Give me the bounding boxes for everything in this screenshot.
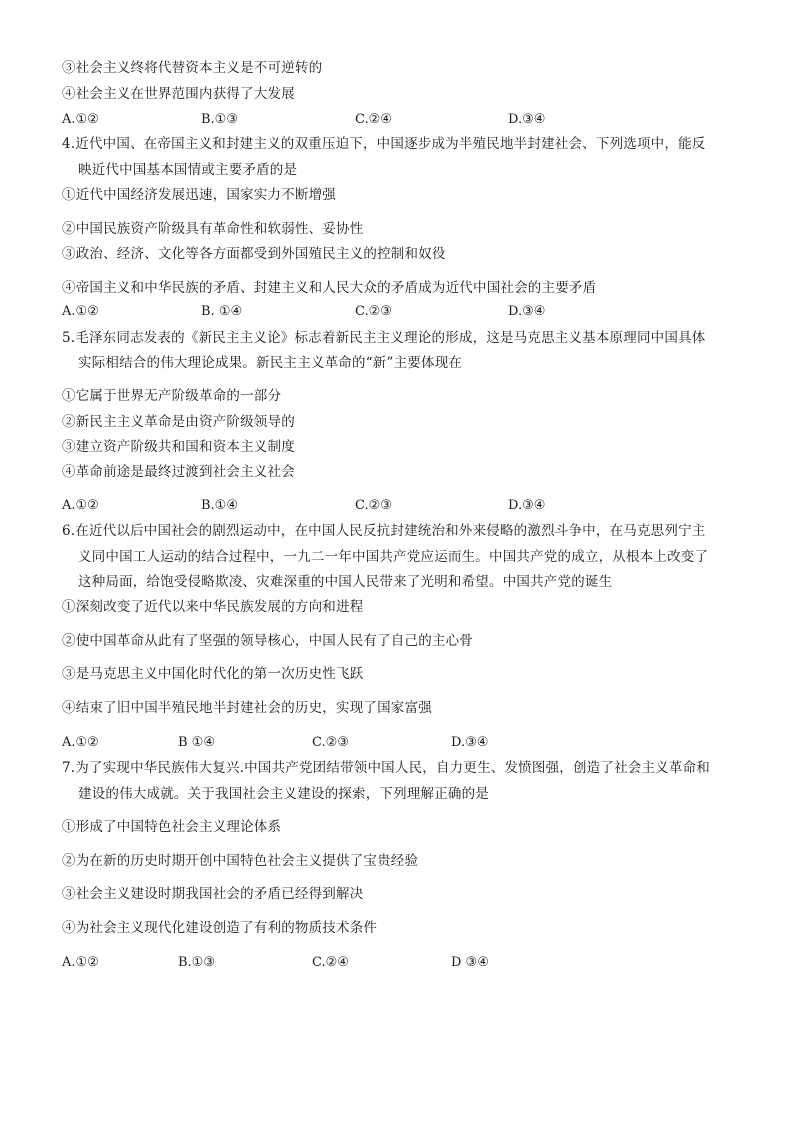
q3-item-4: ④社会主义在世界范围内获得了大发展 [62, 86, 295, 102]
q4-option-d: D.③④ [508, 304, 546, 319]
q4-option-b: B. ①④ [201, 304, 243, 319]
q6-item-3: ③是马克思主义中国化时代化的第一次历史性飞跃 [62, 666, 364, 682]
q6-option-c: C.②③ [312, 735, 349, 750]
q7-item-3: ③社会主义建设时期我国社会的矛盾已经得到解决 [62, 886, 364, 902]
q3-option-c: C.②④ [355, 112, 392, 127]
q4-item-1: ①近代中国经济发展迅速，国家实力不断增强 [62, 187, 336, 203]
q6-stem-line-3: 这种局面，给饱受侵略欺凌、灾难深重的中国人民带来了光明和希望。中国共产党的诞生 [78, 574, 613, 590]
q5-stem-line-2: 实际相结合的伟大理论成果。新民主主义革命的“新”主要体现在 [78, 355, 463, 371]
q6-item-1: ①深刻改变了近代以来中华民族发展的方向和进程 [62, 599, 364, 615]
q5-item-3: ③建立资产阶级共和国和资本主义制度 [62, 439, 295, 455]
q5-option-b: B.①④ [201, 498, 238, 513]
q5-option-c: C.②③ [355, 498, 392, 513]
q6-option-d: D.③④ [451, 735, 489, 750]
q5-stem-line-1: 5.毛泽东同志发表的《新民主主义论》标志着新民主主义理论的形成，这是马克思主义基本原理同中国具体 [62, 330, 706, 346]
q5-option-d: D.③④ [508, 498, 546, 513]
q7-option-c: C.②④ [312, 955, 349, 970]
q6-stem-line-2: 义同中国工人运动的结合过程中，一九二一年中国共产党应运而生。中国共产党的成立，从根本上改变了 [78, 549, 709, 565]
q4-item-2: ②中国民族资产阶级具有革命性和软弱性、妥协性 [62, 221, 364, 237]
q5-item-4: ④革命前途是最终过渡到社会主义社会 [62, 464, 295, 480]
q7-option-b: B.①③ [178, 955, 215, 970]
q4-stem-line-2: 映近代中国基本国情或主要矛盾的是 [78, 162, 298, 178]
q6-item-4: ④结束了旧中国半殖民地半封建社会的历史，实现了国家富强 [62, 700, 432, 716]
q7-item-2: ②为在新的历史时期开创中国特色社会主义提供了宝贵经验 [62, 853, 419, 869]
q7-stem-line-1: 7.为了实现中华民族伟大复兴.中国共产党团结带领中国人民，自力更生、发愤图强，创造了社会主义革命和 [62, 760, 710, 776]
q6-option-a: A.①② [62, 735, 99, 750]
q7-option-d: D ③④ [451, 955, 489, 970]
q4-item-4: ④帝国主义和中华民族的矛盾、封建主义和人民大众的矛盾成为近代中国社会的主要矛盾 [62, 280, 597, 296]
q5-option-a: A.①② [62, 498, 99, 513]
q5-item-2: ②新民主主义革命是由资产阶级领导的 [62, 414, 295, 430]
q7-item-1: ①形成了中国特色社会主义理论体系 [62, 819, 282, 835]
q4-option-c: C.②③ [355, 304, 392, 319]
q5-item-1: ①它属于世界无产阶级革命的一部分 [62, 388, 282, 404]
q7-option-a: A.①② [62, 955, 99, 970]
q6-option-b: B ①④ [178, 735, 215, 750]
q3-option-a: A.①② [62, 112, 99, 127]
q7-stem-line-2: 建设的伟大成就。关于我国社会主义建设的探索，下列理解正确的是 [78, 786, 489, 802]
q7-item-4: ④为社会主义现代化建设创造了有利的物质技术条件 [62, 920, 378, 936]
q3-option-b: B.①③ [201, 112, 238, 127]
q4-stem-line-1: 4.近代中国、在帝国主义和封建主义的双重压迫下，中国逐步成为半殖民地半封建社会、下列选项中，能反 [62, 136, 706, 152]
q6-stem-line-1: 6.在近代以后中国社会的剧烈运动中，在中国人民反抗封建统治和外来侵略的激烈斗争中，在马克思列宁主 [62, 523, 706, 539]
q3-option-d: D.③④ [508, 112, 546, 127]
q4-item-3: ③政治、经济、文化等各方面都受到外国殖民主义的控制和奴役 [62, 246, 446, 262]
q4-option-a: A.①② [62, 304, 99, 319]
q6-item-2: ②使中国革命从此有了坚强的领导核心，中国人民有了自己的主心骨 [62, 633, 473, 649]
q3-item-3: ③社会主义终将代替资本主义是不可逆转的 [62, 60, 323, 76]
